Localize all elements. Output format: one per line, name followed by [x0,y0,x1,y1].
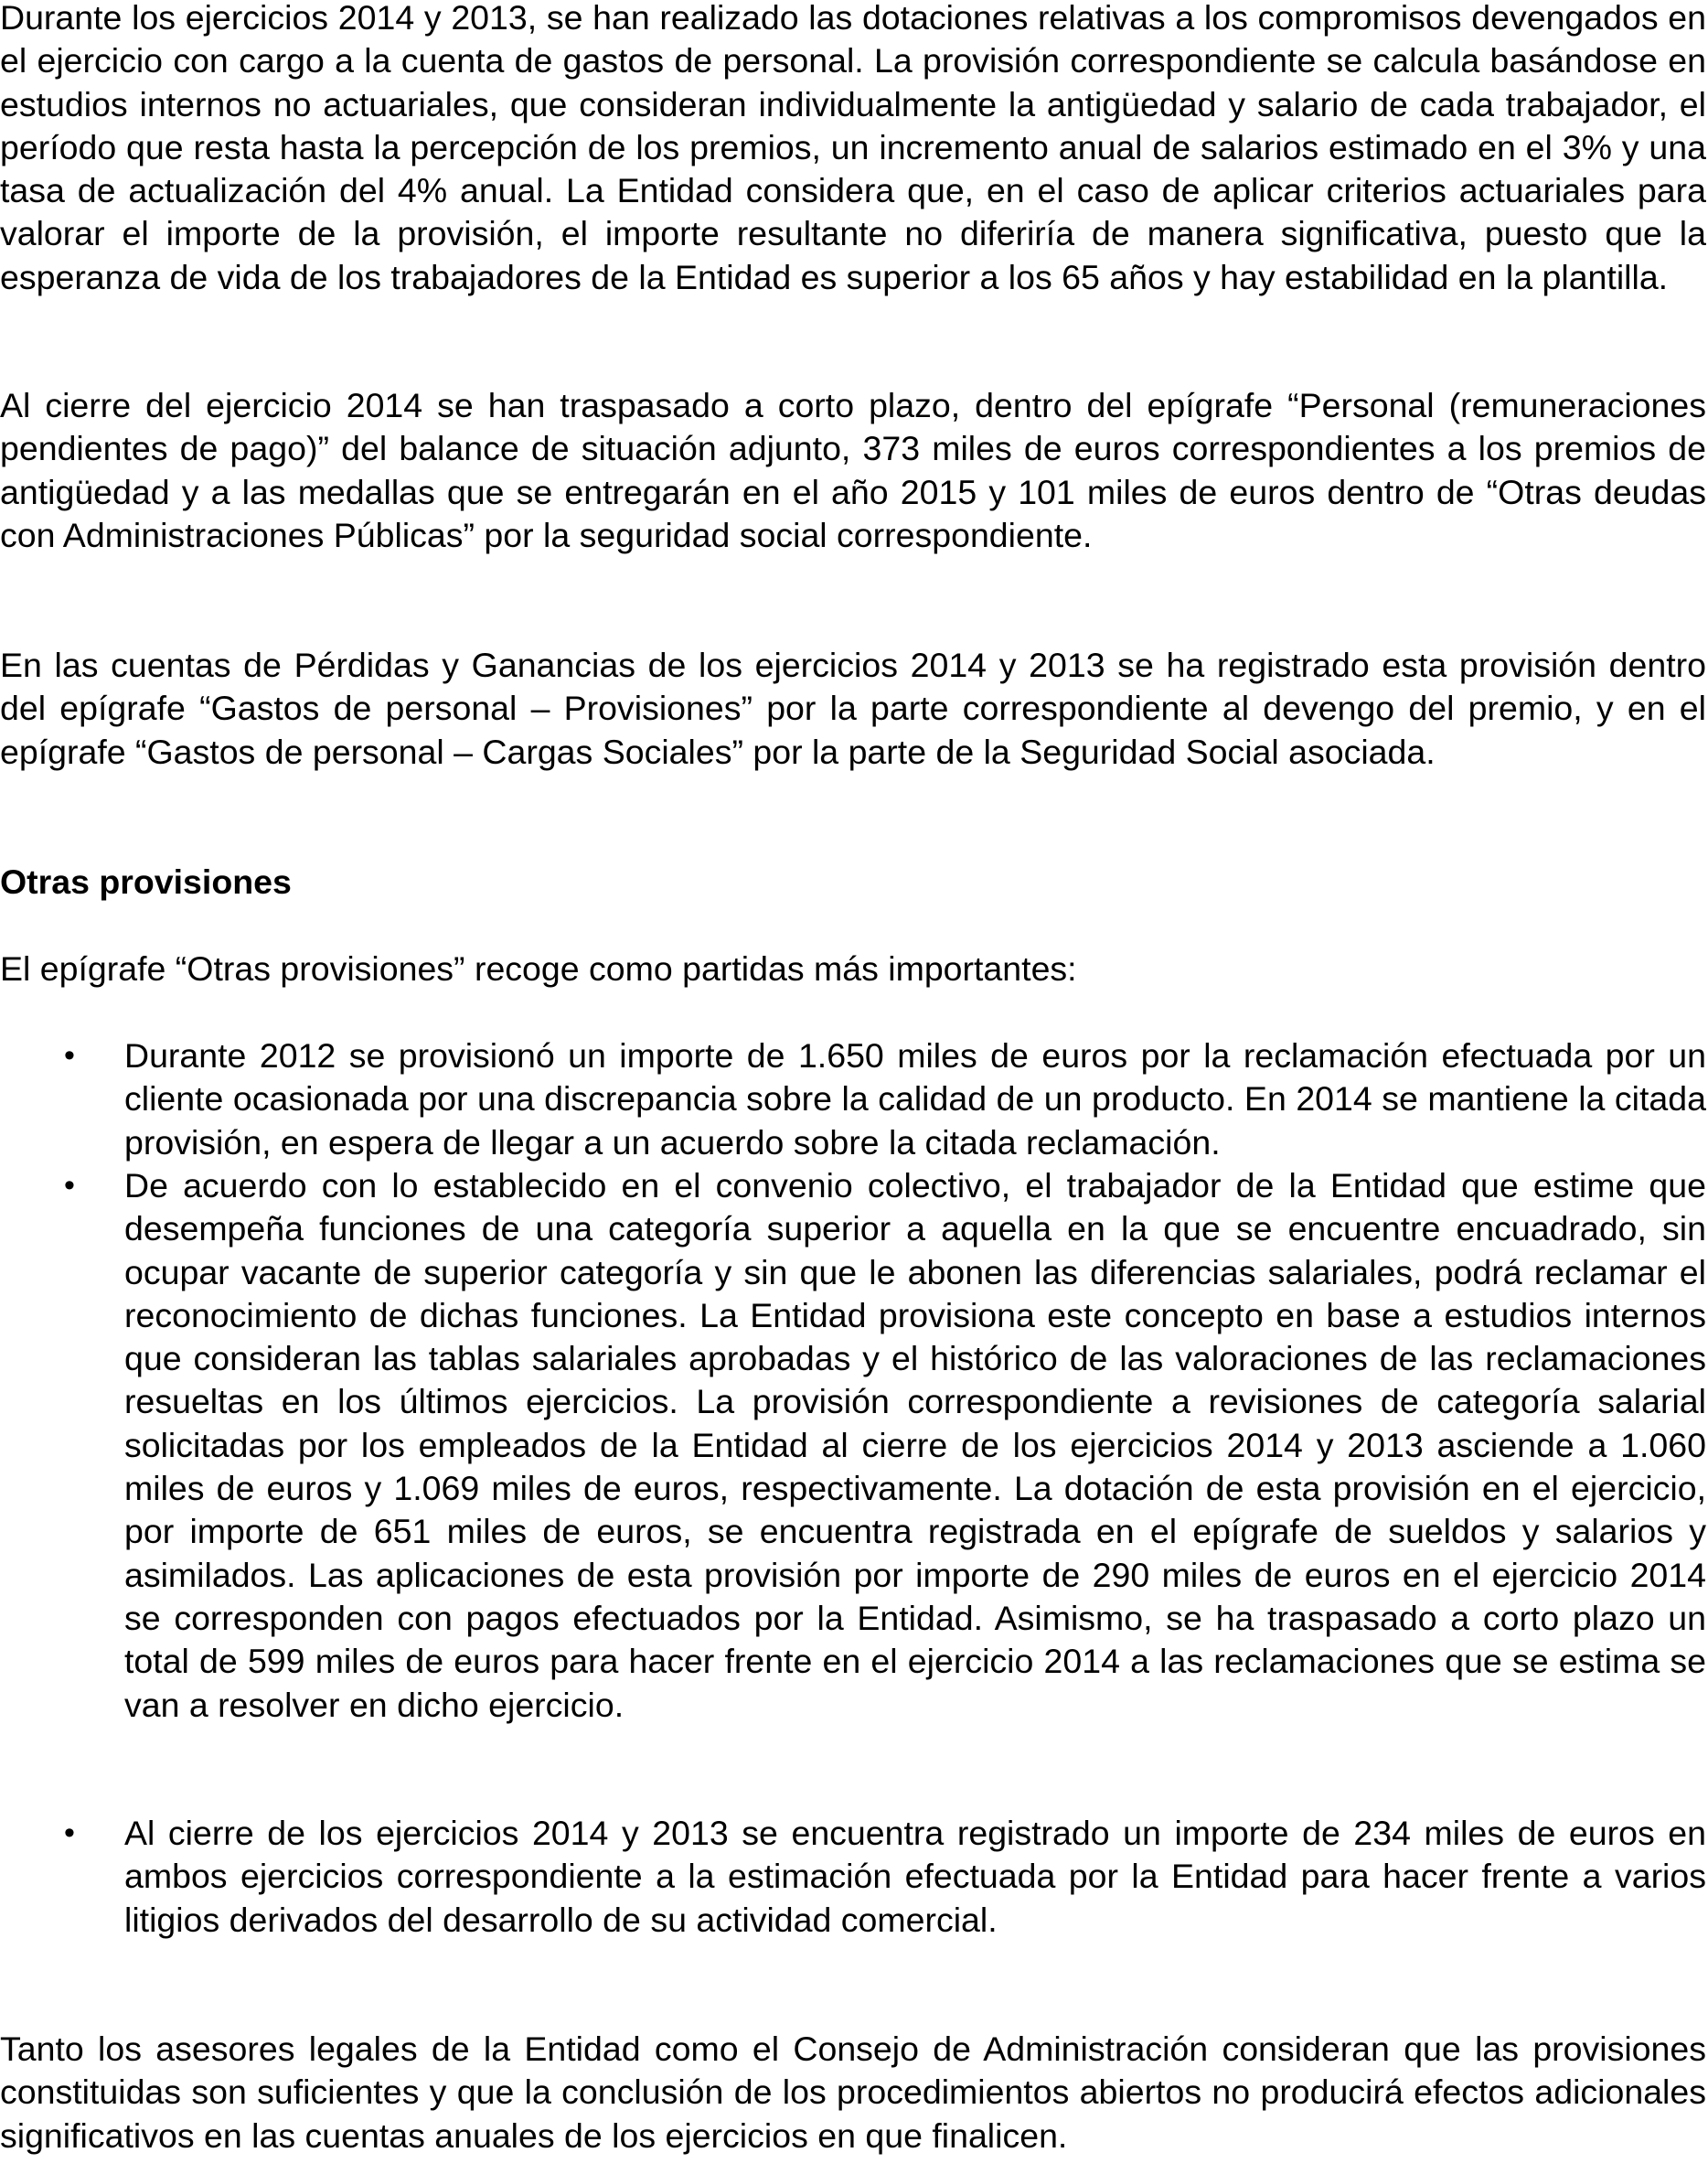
paragraph-perdidas-ganancias: En las cuentas de Pérdidas y Ganancias de los ejercicios 2014 y 2013 se ha registrado esta provisión dentro del epígrafe “Gastos de personal – Provisiones” por la parte correspondiente al devengo del premio, y en el epígrafe “Gastos de personal – Cargas Sociales” por la parte de la Seguridad Social asociada. [0,646,1706,771]
section-heading: Otras provisiones [0,862,292,901]
list-item-text: Al cierre de los ejercicios 2014 y 2013 se encuentra registrado un importe de 234 miles de euros en ambos ejercicios correspondiente a la estimación efectuada por la Entidad para hacer frente a varios litigios derivados del desarrollo de su actividad comercial. [124,1814,1706,1939]
bullet-icon: • [64,1815,75,1850]
list-item-text: Durante 2012 se provisionó un importe de 1.650 miles de euros por la reclamación efectuada por un cliente ocasionada por una discrepancia sobre la calidad de un producto. En 2014 se mantiene la citada provisión, en espera de llegar a un acuerdo sobre la citada reclamación. [124,1036,1706,1162]
paragraph-conclusion: Tanto los asesores legales de la Entidad como el Consejo de Administración consideran que las provisiones constituidas son suficientes y que la conclusión de los procedimientos abiertos no producirá efectos adicionales significativos en las cuentas anuales de los ejercicios en que finalicen. [0,2029,1706,2155]
paragraph-traspaso-corto-plazo: Al cierre del ejercicio 2014 se han traspasado a corto plazo, dentro del epígrafe “Personal (remuneraciones pendientes de pago)” del balance de situación adjunto, 373 miles de euros correspondientes a los premios de antigüedad y a las medallas que se entregarán en el año 2015 y 101 miles de euros dentro de “Otras deudas con Administraciones Públicas” por la seguridad social correspondiente. [0,386,1706,554]
paragraph-premios-antiguedad: Durante los ejercicios 2014 y 2013, se han realizado las dotaciones relativas a los compromisos devengados en el ejercicio con cargo a la cuenta de gastos de personal. La provisión correspondiente se calcula basándose en estudios internos no actuariales, que consideran individualmente la antigüedad y salario de cada trabajador, el período que resta hasta la percepción de los premios, un incremento anual de salarios estimado en el 3% y una tasa de actualización del 4% anual. La Entidad considera que, en el caso de aplicar criterios actuariales para valorar el importe de la provisión, el importe resultante no diferiría de manera significativa, puesto que la esperanza de vida de los trabajadores de la Entidad es superior a los 65 años y hay estabilidad en la plantilla. [0,0,1706,296]
list-item-text: De acuerdo con lo establecido en el convenio colectivo, el trabajador de la Entidad que estime que desempeña funciones de una categoría superior a aquella en la que se encuentre encuadrado, sin ocupar vacante de superior categoría y sin que le abonen las diferencias salariales, podrá reclamar el reconocimiento de dichas funciones. La Entidad provisiona este concepto en base a estudios internos que consideran las tablas salariales aprobadas y el histórico de las valoraciones de las reclamaciones resueltas en los últimos ejercicios. La provisión correspondiente a revisiones de categoría salarial solicitadas por los empleados de la Entidad al cierre de los ejercicios 2014 y 2013 asciende a 1.060 miles de euros y 1.069 miles de euros, respectivamente. La dotación de esta provisión en el ejercicio, por importe de 651 miles de euros, se encuentra registrada en el epígrafe de sueldos y salarios y asimilados. Las aplicaciones de esta provisión por importe de 290 miles de euros en el ejercicio 2014 se corresponden con pagos efectuados por la Entidad. Asimismo, se ha traspasado a corto plazo un total de 599 miles de euros para hacer frente en el ejercicio 2014 a las reclamaciones que se estima se van a resolver en dicho ejercicio. [124,1166,1706,1724]
bullet-icon: • [64,1168,75,1203]
bullet-icon: • [64,1038,75,1073]
section-intro: El epígrafe “Otras provisiones” recoge como partidas más importantes: [0,949,1077,988]
